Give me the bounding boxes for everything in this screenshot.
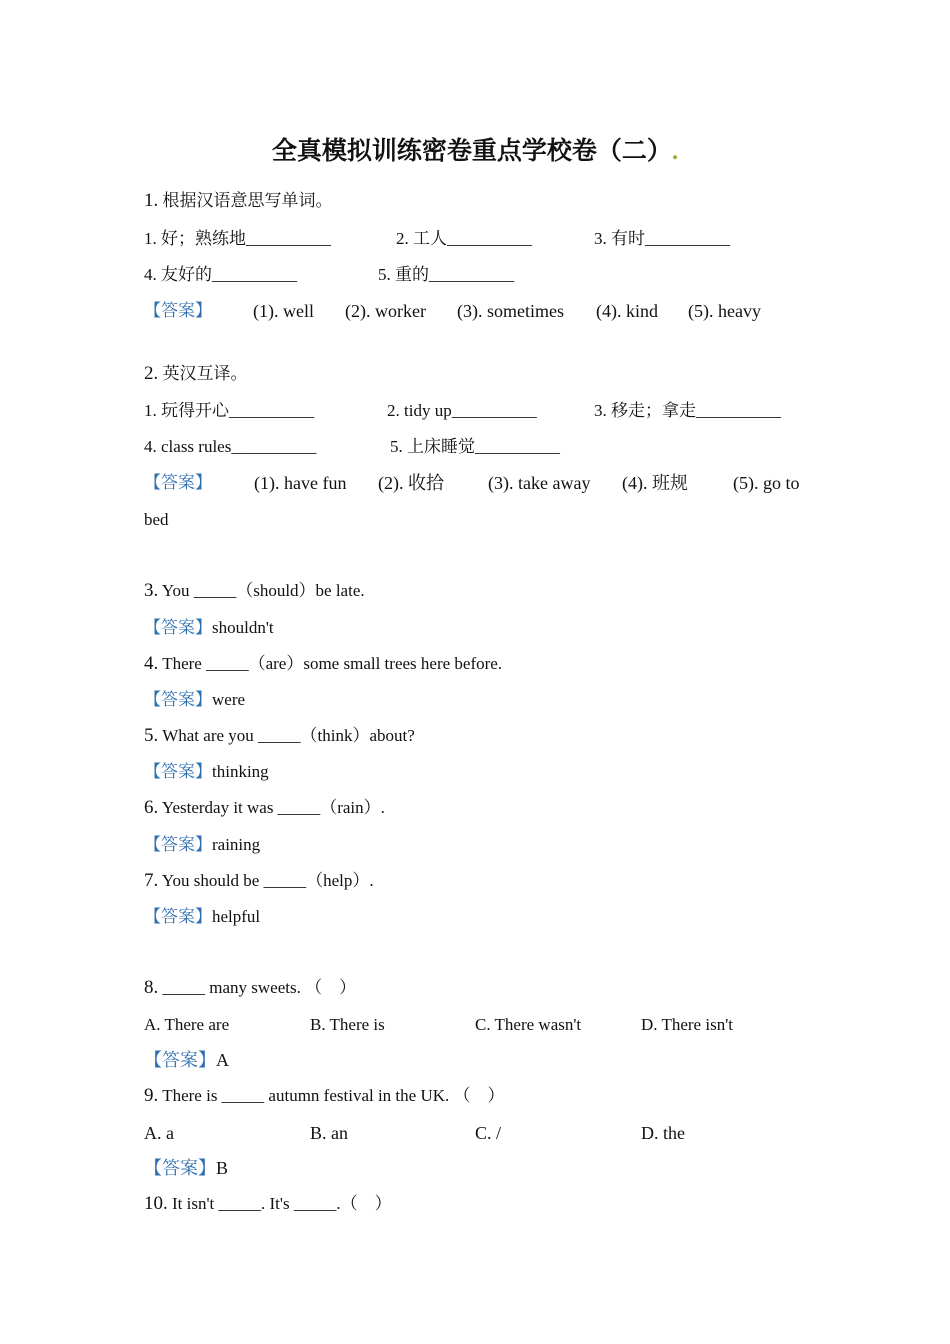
question-number: 1. — [144, 190, 159, 211]
answer-value: (1). well — [253, 301, 314, 321]
blank-item: 1. 好；熟练地__________ — [144, 229, 331, 248]
question-4 — [144, 653, 502, 675]
answer-value: helpful — [212, 907, 261, 926]
option-b: B. an — [310, 1123, 348, 1143]
answer-label: 【答案】 — [144, 1158, 216, 1178]
blank-item: 3. 移走；拿走__________ — [594, 401, 781, 420]
option-a: A. There are — [144, 1015, 230, 1034]
question-number: 10. — [144, 1193, 168, 1214]
answer-row — [144, 834, 260, 856]
answer-row — [144, 1157, 228, 1179]
answer-row — [144, 617, 274, 639]
question-3 — [144, 580, 365, 602]
answer-value: (2). 收拾 — [378, 473, 444, 493]
question-text: You _____（should）be late. — [161, 581, 365, 600]
question-8 — [144, 977, 356, 999]
answer-value: (5). go to — [733, 473, 800, 493]
question-text: There _____（are）some small trees here before. — [162, 654, 503, 673]
blank-item: 4. 友好的__________ — [144, 265, 297, 284]
question-number: 3. — [144, 580, 159, 601]
blank-item: 5. 重的__________ — [378, 265, 514, 284]
answer-label: 【答案】 — [144, 690, 212, 709]
answer-value: A — [216, 1050, 229, 1070]
page-title: 全真模拟训练密卷重点学校卷（二）. — [271, 138, 679, 165]
question-10 — [144, 1193, 392, 1215]
answer-row — [144, 300, 212, 322]
question-number: 8. — [144, 977, 159, 998]
option-a: A. a — [144, 1123, 174, 1143]
answer-value: shouldn't — [212, 618, 274, 637]
question-text: It isn't _____. It's _____.（ ） — [172, 1194, 392, 1213]
answer-row — [144, 1049, 229, 1071]
question-prompt: 英汉互译。 — [162, 364, 248, 383]
answer-value: (2). worker — [345, 301, 426, 321]
question-text: There is _____ autumn festival in the UK. （ ） — [162, 1086, 505, 1105]
question-text: _____ many sweets. （ ） — [162, 978, 357, 997]
question-1 — [144, 190, 333, 212]
question-2 — [144, 363, 248, 385]
answer-row — [144, 761, 269, 783]
option-b: B. There is — [310, 1015, 385, 1034]
answer-value: were — [212, 690, 246, 709]
question-prompt: 根据汉语意思写单词。 — [162, 191, 333, 210]
answer-label: 【答案】 — [144, 762, 212, 781]
answer-label: 【答案】 — [144, 835, 212, 854]
answer-row — [144, 689, 245, 711]
option-c: C. There wasn't — [475, 1015, 582, 1034]
question-number: 4. — [144, 653, 159, 674]
option-c: C. / — [475, 1123, 502, 1143]
question-text: You should be _____（help）. — [161, 871, 374, 890]
question-number: 7. — [144, 870, 159, 891]
answer-row — [144, 906, 260, 928]
answer-label: 【答案】 — [144, 618, 212, 637]
question-number: 9. — [144, 1085, 159, 1106]
question-number: 5. — [144, 725, 159, 746]
answer-value: (4). 班规 — [622, 473, 688, 493]
blank-item: 3. 有时__________ — [594, 229, 730, 248]
answer-value: (1). have fun — [254, 473, 347, 493]
question-7 — [144, 870, 374, 892]
blank-item: 2. 工人__________ — [396, 229, 532, 248]
answer-value: (4). kind — [596, 301, 658, 321]
question-text: Yesterday it was _____（rain）. — [161, 798, 385, 817]
answer-value: (5). heavy — [688, 301, 761, 321]
question-text: What are you _____（think）about? — [162, 726, 415, 745]
title-dot: . — [671, 138, 679, 165]
answer-value: B — [216, 1158, 229, 1178]
answer-value: thinking — [212, 762, 269, 781]
answer-label: 【答案】 — [144, 473, 212, 492]
answer-value: (3). sometimes — [457, 301, 564, 321]
option-d: D. the — [641, 1123, 685, 1143]
question-6 — [144, 797, 385, 819]
question-5 — [144, 725, 415, 747]
answer-row — [144, 472, 212, 494]
answer-value: (3). take away — [488, 473, 591, 493]
question-number: 6. — [144, 797, 159, 818]
question-9 — [144, 1085, 505, 1107]
blank-item: 1. 玩得开心__________ — [144, 401, 314, 420]
blank-item: 5. 上床睡觉__________ — [390, 437, 560, 456]
blank-item: 2. tidy up__________ — [387, 401, 537, 420]
answer-label: 【答案】 — [144, 907, 212, 926]
answer-value: raining — [212, 835, 261, 854]
blank-item: 4. class rules__________ — [144, 437, 317, 456]
question-number: 2. — [144, 363, 159, 384]
answer-label: 【答案】 — [144, 301, 212, 320]
option-d: D. There isn't — [641, 1015, 733, 1034]
answer-wrap: bed — [144, 510, 169, 529]
answer-label: 【答案】 — [144, 1050, 216, 1070]
